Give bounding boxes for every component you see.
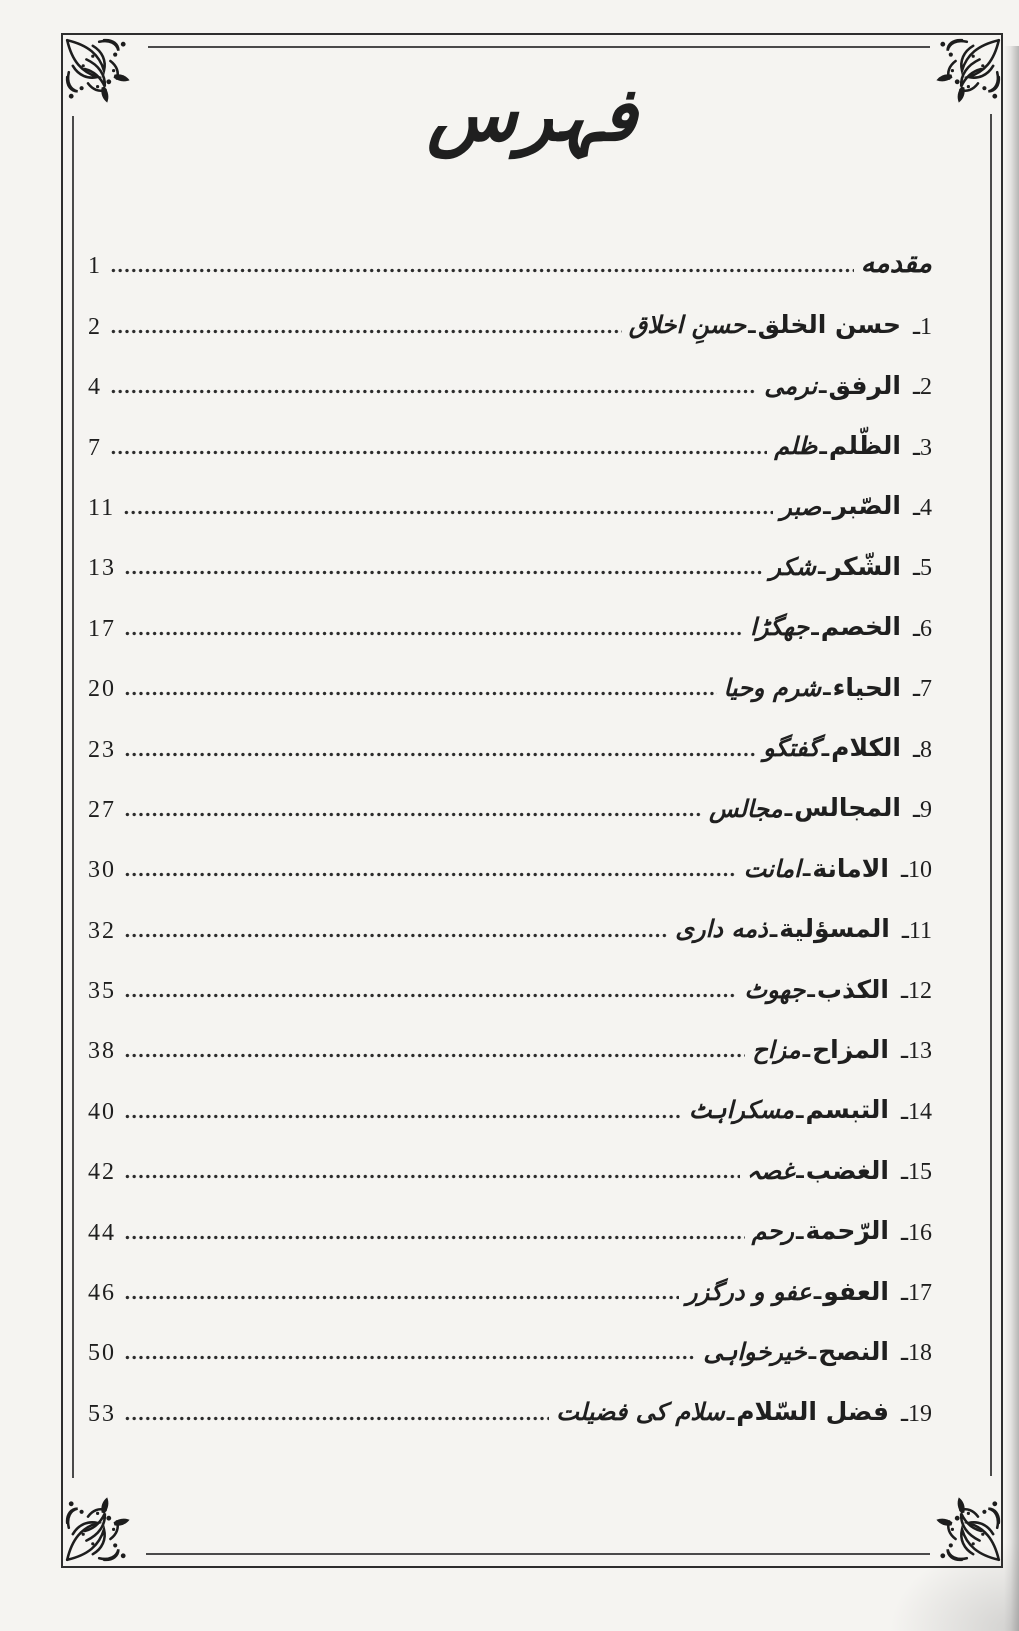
entry-number: 14ـ [900, 1098, 932, 1125]
entry-title-separator: ـ [796, 1159, 804, 1185]
dot-leader [110, 266, 854, 273]
corner-flourish-icon [64, 1483, 144, 1563]
entry-title-separator: ـ [819, 374, 827, 400]
entry-title-arabic: الكذب [816, 974, 889, 1004]
entry-page-number: 50 [88, 1340, 116, 1367]
dot-leader [110, 448, 767, 455]
dot-leader [124, 1353, 696, 1360]
entry-number: 6ـ [912, 615, 932, 642]
entry-number: 1ـ [912, 313, 932, 340]
entry-title-arabic: حسن الخلق [757, 310, 901, 340]
dot-leader [124, 931, 668, 938]
entry-title-arabic: مقدمه [860, 247, 932, 279]
entry-title-separator: ـ [817, 555, 826, 581]
entry-title-arabic: المزاح [812, 1034, 889, 1064]
dot-leader [124, 1172, 740, 1179]
entry-title-separator: ـ [808, 1340, 817, 1366]
scan-edge-shadow [1004, 46, 1019, 1631]
entry-title-urdu: سلام کی فضیلت [556, 1398, 725, 1427]
entry-number: 2ـ [912, 374, 932, 401]
entry-title-separator: ـ [726, 1400, 735, 1426]
entry-page-number: 53 [88, 1400, 116, 1427]
page-border-inner-top [148, 46, 930, 48]
entry-page-number: 40 [88, 1098, 116, 1125]
entry-page-number: 17 [88, 615, 116, 642]
entry-title-separator: ـ [784, 796, 793, 822]
toc-entry [88, 1305, 932, 1365]
dot-leader [124, 1112, 682, 1119]
entry-page-number: 30 [88, 857, 116, 884]
entry-title-urdu: حسنِ اخلاق [628, 311, 747, 340]
entry-number: 5ـ [912, 555, 932, 582]
entry-title-separator: ـ [802, 857, 811, 883]
entry-title-urdu: غصہ [746, 1156, 795, 1185]
entry-page-number: 44 [88, 1219, 116, 1246]
toc-entry [88, 278, 932, 338]
entry-title-separator: ـ [819, 434, 827, 460]
toc-entry [88, 1003, 932, 1063]
entry-title-arabic: الغضب [805, 1155, 889, 1185]
entry-title-arabic: المجالس [794, 793, 901, 823]
entry-title-urdu: مجالس [709, 794, 783, 823]
toc-entry [88, 339, 932, 399]
toc-entry [88, 701, 932, 761]
entry-title-urdu: خیرخواہی [703, 1338, 807, 1367]
dot-leader [124, 629, 743, 636]
toc-entry [88, 882, 932, 942]
entry-title-separator: ـ [795, 1219, 804, 1245]
entry-title-urdu: مزاح [752, 1036, 801, 1065]
entry-number: 8ـ [912, 736, 932, 763]
entry-title-urdu: شكر [769, 552, 816, 581]
page-border-inner-right [990, 114, 992, 1476]
entry-number: 7ـ [912, 676, 932, 703]
entry-title-urdu: صبر [780, 492, 822, 521]
entry-page-number: 35 [88, 978, 116, 1005]
entry-title-urdu: مسکراہٹ [688, 1096, 795, 1125]
entry-title-arabic: الصّبر [832, 491, 901, 521]
toc-entry [88, 1245, 932, 1305]
entry-title-arabic: الظّلم [828, 431, 901, 461]
entry-title-separator: ـ [823, 494, 831, 520]
toc-entry [88, 822, 932, 882]
entry-title-arabic: الرّحمة [805, 1216, 889, 1246]
toc-entry [88, 762, 932, 822]
entry-number: 10ـ [900, 857, 932, 884]
entry-title-arabic: فضل السّلام [736, 1397, 889, 1427]
entry-title-arabic: الامانة [812, 853, 889, 883]
entry-title-separator: ـ [769, 917, 778, 943]
entry-page-number: 20 [88, 676, 116, 703]
entry-title-separator: ـ [807, 978, 815, 1004]
toc-entry [88, 218, 932, 278]
page-border-inner-bottom [146, 1553, 930, 1555]
entry-number: 13ـ [900, 1038, 932, 1065]
entry-page-number: 13 [88, 555, 116, 582]
toc-entry [88, 1124, 932, 1184]
entry-page-number: 1 [88, 253, 102, 280]
toc-entry [88, 1365, 932, 1425]
entry-number: 16ـ [900, 1219, 932, 1246]
toc-entry [88, 460, 932, 520]
entry-number: 19ـ [900, 1400, 932, 1427]
toc-entry [88, 1063, 932, 1123]
dot-leader [124, 1233, 745, 1240]
entry-title-arabic: العفو [823, 1276, 889, 1306]
entry-title-urdu: نرمی [764, 371, 818, 400]
dot-leader [124, 991, 737, 998]
entry-title-separator: ـ [813, 1280, 822, 1306]
entry-title-separator: ـ [802, 1038, 811, 1064]
dot-leader [124, 870, 737, 877]
entry-title-urdu: جھوٹ [744, 975, 806, 1004]
entry-title-arabic: الحياء [832, 672, 901, 702]
entry-title-urdu: گفتگو [763, 734, 820, 763]
dot-leader [110, 387, 757, 394]
entry-title-urdu: عفو و درگزر [685, 1277, 812, 1306]
entry-title-separator: ـ [821, 736, 830, 762]
entry-number: 17ـ [900, 1280, 932, 1307]
entry-title-arabic: التبسم [805, 1095, 889, 1125]
entry-number: 12ـ [900, 978, 932, 1005]
entry-page-number: 32 [88, 917, 116, 944]
entry-title-separator: ـ [823, 676, 831, 702]
entry-title-urdu: امانت [743, 854, 801, 883]
page-border-inner-left [72, 116, 74, 1478]
entry-number: 4ـ [912, 494, 932, 521]
entry-number: 11ـ [901, 917, 932, 944]
dot-leader [110, 327, 622, 334]
toc-entry [88, 580, 932, 640]
entry-page-number: 42 [88, 1159, 116, 1186]
entry-number: 15ـ [900, 1159, 932, 1186]
dot-leader [124, 810, 702, 817]
toc-list [88, 218, 932, 1426]
dot-leader [124, 689, 717, 696]
toc-entry [88, 1184, 932, 1244]
dot-leader [124, 750, 756, 757]
entry-page-number: 46 [88, 1280, 116, 1307]
entry-title-arabic: الرفق [828, 370, 901, 400]
entry-title-urdu: جھگڑا [750, 613, 810, 642]
entry-page-number: 38 [88, 1038, 116, 1065]
entry-title-separator: ـ [811, 615, 819, 641]
page-title: فہرس [427, 72, 637, 158]
entry-number: 3ـ [912, 434, 932, 461]
dot-leader [124, 1293, 679, 1300]
entry-title-arabic: الكلام [831, 733, 901, 763]
entry-title-separator: ـ [748, 313, 756, 339]
entry-title-urdu: رحم [751, 1217, 794, 1246]
toc-entry [88, 943, 932, 1003]
entry-number: 9ـ [912, 796, 932, 823]
toc-entry [88, 641, 932, 701]
entry-title-urdu: ظلم [774, 432, 818, 461]
entry-title-arabic: النصح [818, 1336, 889, 1366]
entry-title-urdu: شرم وحیا [723, 673, 822, 702]
toc-entry [88, 520, 932, 580]
entry-page-number: 4 [88, 374, 102, 401]
dot-leader [123, 508, 773, 515]
entry-title-separator: ـ [796, 1098, 804, 1124]
dot-leader [124, 1414, 549, 1421]
entry-title-arabic: المسؤلية [779, 914, 890, 944]
corner-flourish-icon [922, 1483, 1002, 1563]
entry-title-urdu: ذمه داری [675, 915, 768, 944]
entry-page-number: 27 [88, 796, 116, 823]
dot-leader [124, 568, 762, 575]
entry-page-number: 7 [88, 434, 102, 461]
entry-page-number: 2 [88, 313, 102, 340]
entry-title-arabic: الخصم [820, 612, 901, 642]
toc-entry [88, 399, 932, 459]
entry-page-number: 11 [88, 494, 116, 521]
dot-leader [124, 1051, 745, 1058]
entry-title-arabic: الشّكر [827, 551, 901, 581]
entry-number: 18ـ [900, 1340, 932, 1367]
entry-page-number: 23 [88, 736, 116, 763]
